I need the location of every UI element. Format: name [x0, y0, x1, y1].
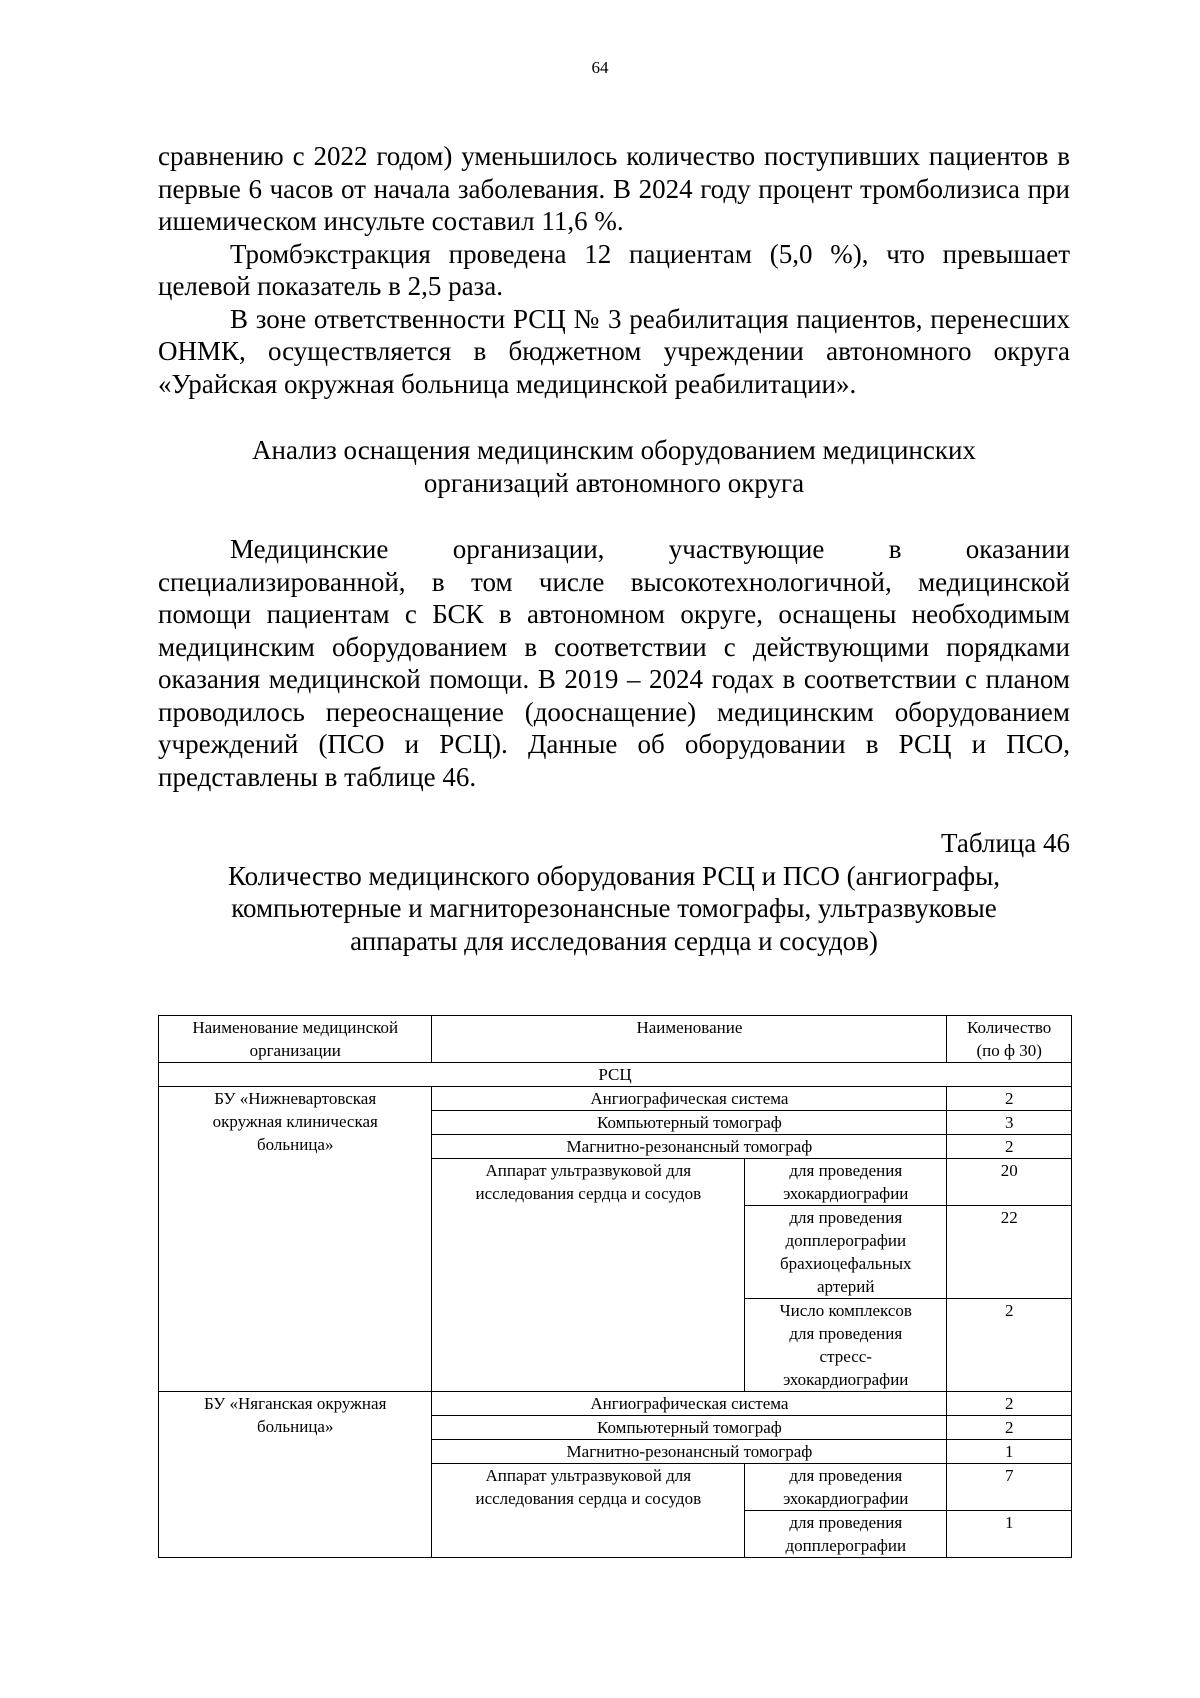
ultrasound-purpose: Число комплексов для проведения стресс- эхокардиографии: [745, 1299, 947, 1392]
section-row: [159, 1063, 1072, 1087]
table-row: [159, 1087, 1072, 1111]
section-heading: Анализ оснащения медицинским оборудованием медицинских организаций автономного округа: [252, 435, 976, 498]
rehab-paragraph: В зоне ответственности РСЦ № 3 реабилитация пациентов, перенесших ОНМК, осуществляется в бюджетном учреждении автономного округа «Урайская окружная больница медицинской реабилитации».: [158, 303, 1071, 399]
equipment-count: 2: [947, 1135, 1072, 1159]
intro-paragraph: сравнению с 2022 годом) уменьшилось количество поступивших пациентов в первые 6 часов от начала заболевания. В 2024 году процент тромболизиса при ишемическом инсульте составил 11,6 %.: [158, 141, 1071, 236]
equipment-label: Магнитно-резонансный томограф: [432, 1440, 947, 1464]
page-number: 64: [591, 58, 609, 77]
equipment-count: 22: [947, 1206, 1072, 1299]
equipment-count: 2: [947, 1392, 1072, 1416]
equipment-label: Компьютерный томограф: [432, 1416, 947, 1440]
ultrasound-purpose: для проведения эхокардиографии: [745, 1159, 947, 1206]
table-label: Таблица 46: [941, 828, 1070, 858]
equipment-label: Компьютерный томограф: [432, 1111, 947, 1135]
table-header-row: [159, 1016, 1072, 1063]
ultrasound-label: Аппарат ультразвуковой для исследования сердца и сосудов: [432, 1464, 745, 1558]
ultrasound-purpose: для проведения допплерографии: [745, 1511, 947, 1558]
equipment-count: 7: [947, 1464, 1072, 1511]
org-name: БУ «Няганская окружная больница»: [159, 1392, 432, 1558]
ultrasound-label: Аппарат ультразвуковой для исследования сердца и сосудов: [432, 1159, 745, 1392]
section-label: РСЦ: [159, 1063, 1072, 1087]
equipment-label: Ангиографическая система: [432, 1392, 947, 1416]
org-name: БУ «Нижневартовская окружная клиническая больница»: [159, 1087, 432, 1392]
table-title: Количество медицинского оборудования РСЦ и ПСО (ангиографы, компьютерные и магниторезонансные томографы, ультразвуковые аппараты для исследования сердца и сосудов): [227, 860, 1000, 956]
equipment-count: 2: [947, 1087, 1072, 1111]
equipment-count: 3: [947, 1111, 1072, 1135]
equipment-label: Магнитно-резонансный томограф: [432, 1135, 947, 1159]
equipment-label: Ангиографическая система: [432, 1087, 947, 1111]
equipment-count: 20: [947, 1159, 1072, 1206]
equipment-count: 1: [947, 1511, 1072, 1558]
header-name: Наименование: [432, 1016, 947, 1063]
ultrasound-purpose: для проведения эхокардиографии: [745, 1464, 947, 1511]
ultrasound-purpose: для проведения допплерографии брахиоцефальных артерий: [745, 1206, 947, 1299]
equipment-count: 2: [947, 1416, 1072, 1440]
thrombectomy-paragraph: Тромбэкстракция проведена 12 пациентам (5,0 %), что превышает целевой показатель в 2,5 раза.: [158, 238, 1070, 301]
equipment-table: [158, 1015, 1072, 1558]
equipment-paragraph: Медицинские организации, участвующие в оказании специализированной, в том числе высокотехнологичной, медицинской помощи пациентам с БСК в автономном округе, оснащены необходимым медицинским оборудованием в соответствии с действующими порядками оказания медицинской помощи. В 2019 – 2024 годах в соответствии с планом проводилось переоснащение (дооснащение) медицинским оборудованием учреждений (ПСО и РСЦ). Данные об оборудовании в РСЦ и ПСО, представлены в таблице 46.: [158, 534, 1071, 792]
equipment-count: 1: [947, 1440, 1072, 1464]
equipment-count: 2: [947, 1299, 1072, 1392]
header-count: Количество (по ф 30): [947, 1016, 1072, 1063]
table-row: [159, 1392, 1072, 1416]
document-body: [158, 140, 1070, 957]
header-org: Наименование медицинской организации: [159, 1016, 432, 1063]
